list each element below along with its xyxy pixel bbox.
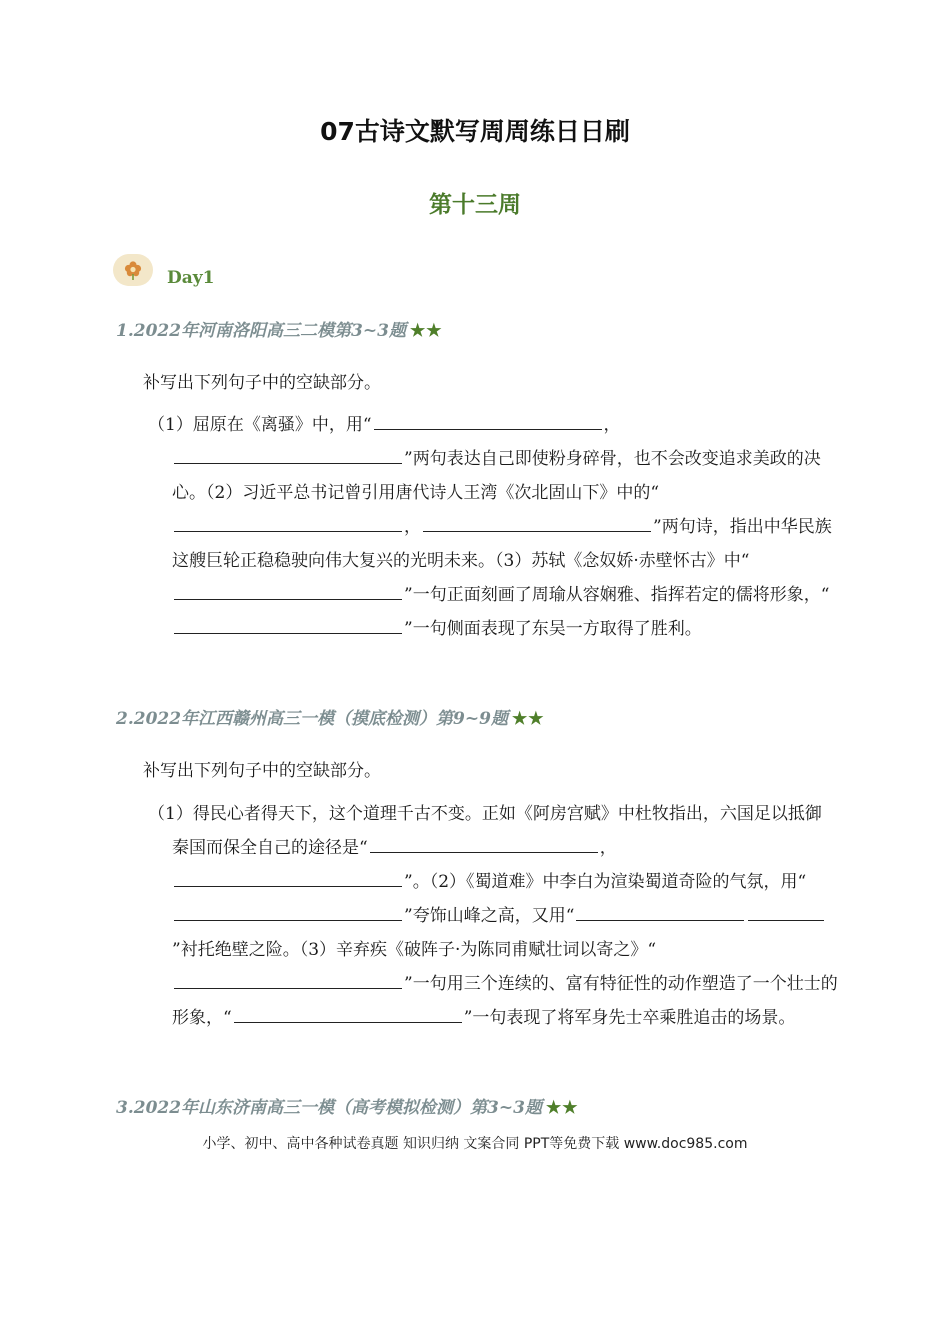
question-1-body [148, 408, 838, 646]
q2-text-7: ”一句表现了将军身先士卒乘胜追击的场景。 [463, 1008, 796, 1028]
question-2-header [116, 704, 544, 729]
q2-text-2: ， [599, 838, 617, 858]
q2-blank-2[interactable] [174, 868, 402, 887]
question-1-header [116, 316, 442, 341]
q1-blank-4[interactable] [423, 513, 651, 532]
flower-icon [113, 254, 153, 286]
question-3-stars: ★★ [545, 1098, 579, 1118]
page-footer: 小学、初中、高中各种试卷真题 知识归纳 文案合同 PPT等免费下载 www.doc985.com [202, 1136, 748, 1152]
q2-blank-5[interactable] [174, 970, 402, 989]
q2-blank-3[interactable] [174, 902, 402, 921]
q1-text-2: ， [603, 415, 621, 435]
question-3-header [116, 1093, 578, 1118]
question-1-source: 1.2022年河南洛阳高三二模第3~3题 [116, 321, 406, 341]
q2-text-6: ”一句用三个连续的、富有特征性的动作塑造了一个壮士的形象，“ [172, 974, 838, 1028]
question-2-stars: ★★ [511, 709, 545, 729]
day-label: Day1 [167, 268, 215, 288]
q2-blank-1[interactable] [370, 834, 598, 853]
question-2-source: 2.2022年江西赣州高三一模（摸底检测）第9~9题 [116, 709, 508, 729]
page-title: 07古诗文默写周周练日日刷 [320, 117, 630, 146]
question-1-stars: ★★ [409, 321, 443, 341]
q1-blank-3[interactable] [174, 513, 402, 532]
q1-blank-1[interactable] [374, 411, 602, 430]
q2-blank-6[interactable] [234, 1004, 462, 1023]
q1-text-1: （1）屈原在《离骚》中，用“ [148, 415, 372, 435]
q1-text-4: ， [404, 517, 421, 537]
q1-blank-2[interactable] [174, 445, 402, 464]
q1-text-7: ”一句侧面表现了东吴一方取得了胜利。 [404, 619, 702, 639]
q1-blank-6[interactable] [174, 615, 402, 634]
question-1-instruction: 补写出下列句子中的空缺部分。 [143, 373, 381, 393]
q2-text-5: ”衬托绝壁之险。（3）辛弃疾《破阵子·为陈同甫赋壮词以寄之》“ [172, 940, 657, 960]
q1-text-6: ”一句正面刻画了周瑜从容娴雅、指挥若定的儒将形象，“ [404, 585, 830, 605]
page-subtitle: 第十三周 [429, 192, 521, 218]
q1-text-3: ”两句表达自己即使粉身碎骨，也不会改变追求美政的决心。（2）习近平总书记曾引用唐代诗人王湾《次北固山下》中的“ [172, 449, 821, 503]
q1-text-5: ”两句诗，指出中华民族这艘巨轮正稳稳驶向伟大复兴的光明未来。（3）苏轼《念奴娇·赤壁怀古》中“ [172, 517, 832, 571]
q2-text-4: ”夸饰山峰之高，又用“ [404, 906, 575, 926]
q2-blank-4b[interactable] [748, 902, 824, 921]
q2-text-1: （1）得民心者得天下，这个道理千古不变。正如《阿房宫赋》中杜牧指出，六国足以抵御秦国而保全自己的途径是“ [148, 804, 822, 858]
q2-text-3: ”。（2）《蜀道难》中李白为渲染蜀道奇险的气氛，用“ [404, 872, 807, 892]
question-3-source: 3.2022年山东济南高三一模（高考模拟检测）第3~3题 [116, 1098, 542, 1118]
q1-blank-5[interactable] [174, 581, 402, 600]
question-2-body [148, 797, 838, 1035]
q2-blank-4a[interactable] [576, 902, 744, 921]
day-header [113, 252, 214, 288]
question-2-instruction: 补写出下列句子中的空缺部分。 [143, 761, 381, 781]
